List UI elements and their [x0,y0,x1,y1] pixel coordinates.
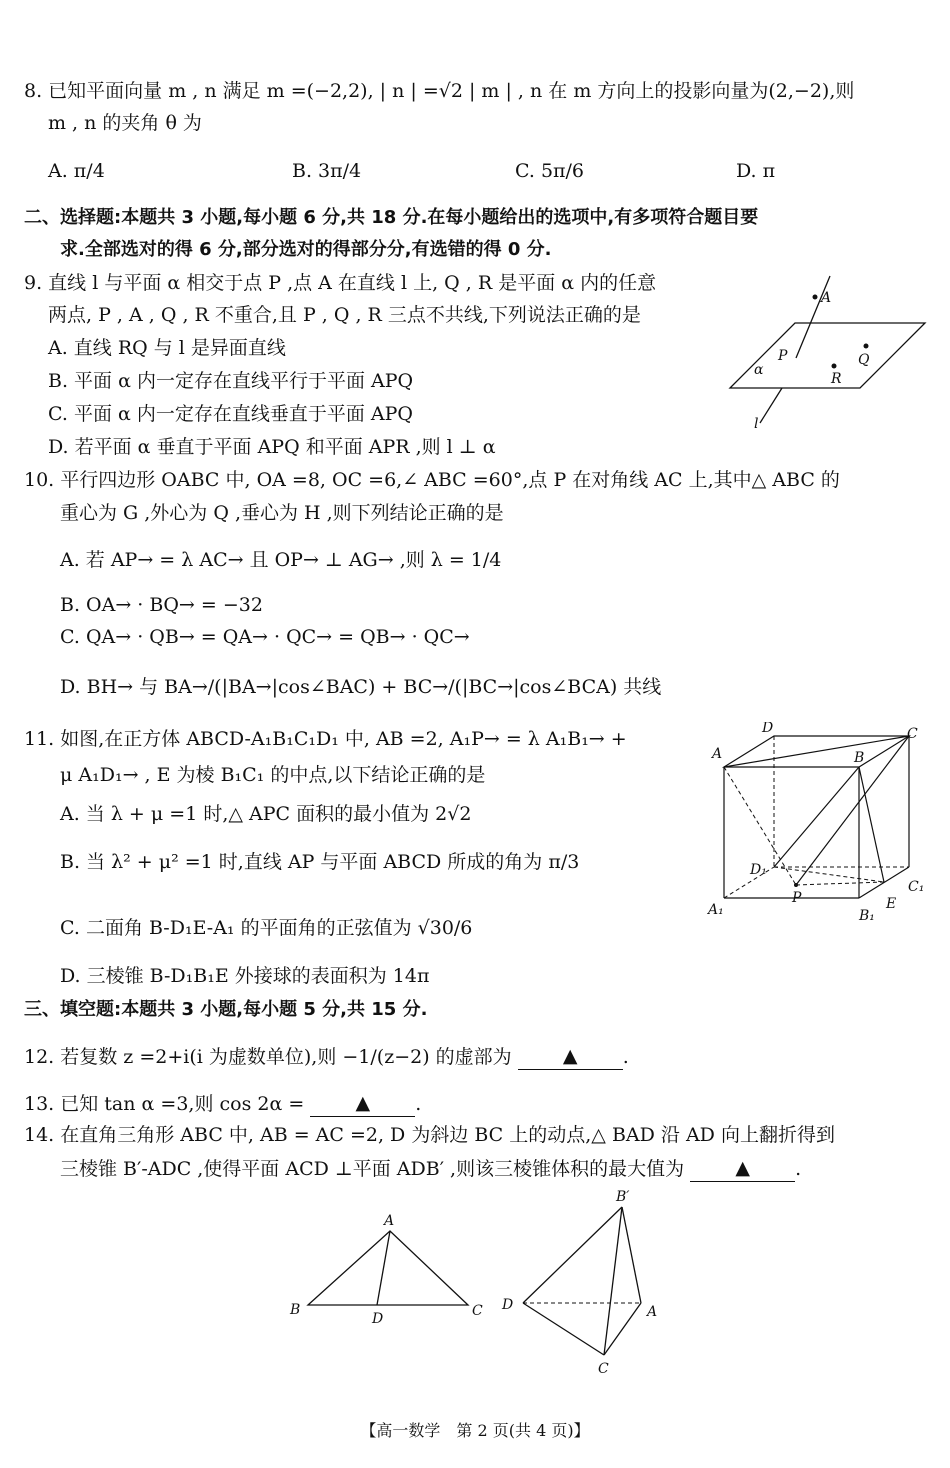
point-q [864,344,869,349]
point-p [794,883,798,887]
q9-option-d: D. 若平面 α 垂直于平面 APQ 和平面 APR ,则 l ⊥ α [48,436,496,458]
q8-line2: m , n 的夹角 θ 为 [48,112,202,134]
point-a [813,295,818,300]
q14-answer-blank[interactable]: ▲ [690,1155,795,1182]
label-q: Q [858,352,870,368]
label-c1: C₁ [908,879,925,895]
q10-line1: 10. 平行四边形 OABC 中, OA =8, OC =6,∠ ABC =60°,点 P 在对角线 AC 上,其中△ ABC 的 [24,469,840,491]
q13-answer-blank[interactable]: ▲ [310,1090,415,1117]
plane-alpha [730,323,925,388]
line-l-upper [796,276,830,358]
label-d1: D₁ [750,862,767,878]
edge-b1-d [523,1207,622,1303]
label-c: C [907,726,918,742]
line-l-lower [760,388,782,423]
q9-option-b: B. 平面 α 内一定存在直线平行于平面 APQ [48,370,414,392]
label-a: A [821,290,832,306]
label-l: l [754,416,759,432]
label-r: R [831,371,842,387]
label-d: D [372,1311,384,1327]
q12-answer-blank[interactable]: ▲ [518,1043,623,1070]
q10-option-d: D. BH→ 与 BA→/(|BA→|cos∠BAC) + BC→/(|BC→|cos∠BCA) 共线 [60,676,662,698]
q9-line1: 9. 直线 l 与平面 α 相交于点 P ,点 A 在直线 l 上, Q , R 是平面 α 内的任意 [24,272,657,294]
label-b1: B₁ [859,908,875,924]
label-c: C [598,1361,609,1377]
q14-line2 [60,1155,801,1182]
label-alpha: α [754,362,764,378]
q9-option-a: A. 直线 RQ 与 l 是异面直线 [48,337,286,359]
q14-pyramid-figure [498,1185,668,1380]
label-a: A [712,746,723,762]
q14-end: . [795,1158,802,1180]
q12-end: . [622,1046,629,1068]
q8-option-d: D. π [736,160,776,182]
q11-line2: μ A₁D₁→ , E 为棱 B₁C₁ 的中点,以下结论正确的是 [60,764,486,786]
q8-option-c: C. 5π/6 [515,160,585,182]
segment-ad [377,1231,390,1305]
edge-b1-a [622,1207,641,1303]
q9-line2: 两点, P , A , Q , R 不重合,且 P , Q , R 三点不共线,下列说法正确的是 [48,304,641,326]
q10-option-a: A. 若 AP→ = λ AC→ 且 OP→ ⊥ AG→ ,则 λ = 1/4 [60,549,502,571]
q13-line [24,1090,421,1117]
point-r [832,364,837,369]
q8-option-a: A. π/4 [48,160,105,182]
q11-option-c: C. 二面角 B-D₁E-A₁ 的平面角的正弦值为 √30/6 [60,917,473,939]
q11-cube-figure [704,722,934,932]
q13-end: . [415,1093,422,1115]
q14-text: 三棱锥 B′-ADC ,使得平面 ACD ⊥平面 ADB′ ,则该三棱锥体积的最大值为 [60,1158,685,1180]
q11-line1: 11. 如图,在正方体 ABCD-A₁B₁C₁D₁ 中, AB =2, A₁P→ = λ A₁B₁→ + [24,728,627,750]
label-a1: A₁ [708,902,724,918]
q11-option-a: A. 当 λ + μ =1 时,△ APC 面积的最小值为 2√2 [60,803,472,825]
q8-line1: 8. 已知平面向量 m , n 满足 m =(−2,2), | n | =√2 | m | , n 在 m 方向上的投影向量为(2,−2),则 [24,80,855,102]
label-p: P [792,890,802,906]
q10-line2: 重心为 G ,外心为 Q ,垂心为 H ,则下列结论正确的是 [60,502,504,524]
line-b-d1 [774,767,859,867]
label-e: E [886,896,897,912]
q13-text: 13. 已知 tan α =3,则 cos 2α = [24,1093,305,1115]
section3-heading: 三、填空题:本题共 3 小题,每小题 5 分,共 15 分. [24,999,428,1020]
q8-option-b: B. 3π/4 [292,160,362,182]
section2-heading-line1: 二、选择题:本题共 3 小题,每小题 6 分,共 18 分.在每小题给出的选项中,有多项符合题目要 [24,207,759,228]
q14-triangle-figure [280,1205,495,1335]
label-a: A [384,1213,395,1229]
q9-plane-figure [720,268,930,438]
label-b: B [854,750,865,766]
section2-heading-line2: 求.全部选对的得 6 分,部分选对的得部分分,有选错的得 0 分. [60,239,552,260]
label-d: D [762,722,774,736]
label-b: B [290,1302,301,1318]
line-d1-e [774,867,884,882]
q14-line1: 14. 在直角三角形 ABC 中, AB = AC =2, D 为斜边 BC 上的动点,△ BAD 沿 AD 向上翻折得到 [24,1124,835,1146]
edge-d-c [523,1303,604,1355]
label-c: C [472,1303,483,1319]
q12-text: 12. 若复数 z =2+i(i 为虚数单位),则 −1/(z−2) 的虚部为 [24,1046,512,1068]
q9-option-c: C. 平面 α 内一定存在直线垂直于平面 APQ [48,403,413,425]
label-a: A [647,1304,658,1320]
line-p-e [796,882,884,885]
q10-option-c: C. QA→ · QB→ = QA→ · QC→ = QB→ · QC→ [60,626,470,648]
label-b-prime: B′ [616,1189,630,1205]
label-d: D [502,1297,514,1313]
diag-a-c [724,736,909,767]
q12-line [24,1043,629,1070]
line-c-p [796,736,909,885]
q11-option-d: D. 三棱锥 B-D₁B₁E 外接球的表面积为 14π [60,965,430,987]
q10-option-b: B. OA→ · BQ→ = −32 [60,594,263,616]
line-b-e [859,767,884,882]
page-footer: 【高一数学 第 2 页(共 4 页)】 [360,1421,590,1440]
label-p: P [778,348,788,364]
q11-option-b: B. 当 λ² + μ² =1 时,直线 AP 与平面 ABCD 所成的角为 π/3 [60,851,580,873]
